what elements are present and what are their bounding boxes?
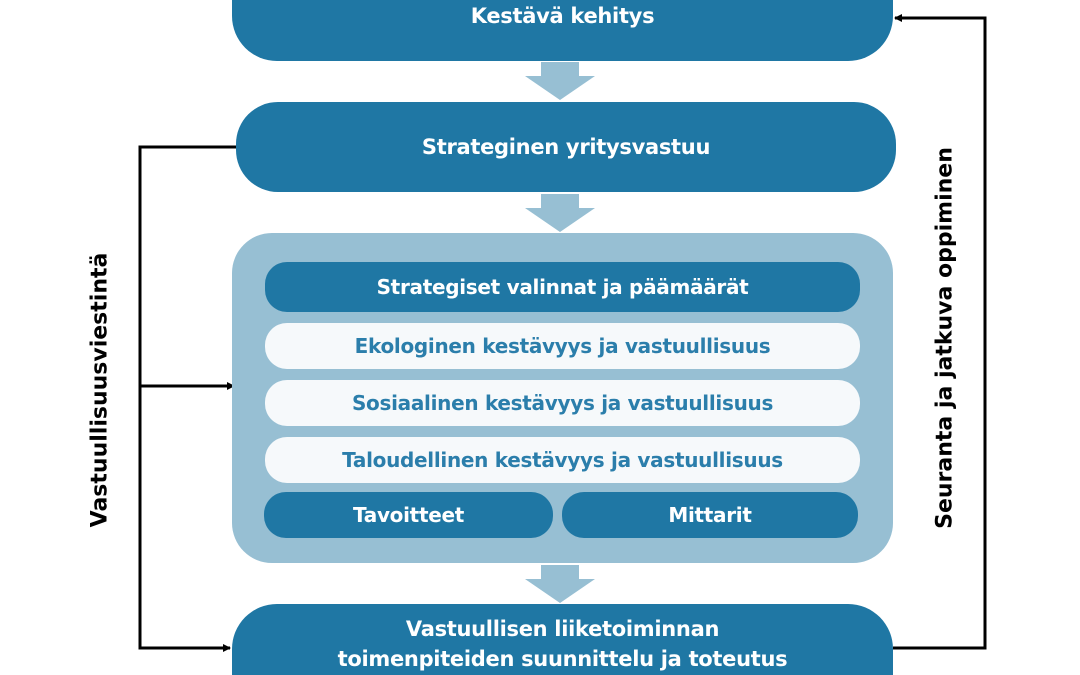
box-implementation <box>232 604 893 675</box>
pill-metrics <box>562 492 858 538</box>
down-arrow-1 <box>525 62 595 100</box>
pill-label: Sosiaalinen kestävyys ja vastuullisuus <box>351 391 774 415</box>
pill-strategic-choices <box>265 262 860 312</box>
right-side-label: Seuranta ja jatkuva oppiminen <box>932 147 958 529</box>
pill-label: Strategiset valinnat ja päämäärät <box>376 275 749 299</box>
box-label-line1: Vastuullisen liiketoiminnan <box>405 617 720 641</box>
down-arrow-2 <box>525 194 595 232</box>
pill-label: Ekologinen kestävyys ja vastuullisuus <box>354 334 771 358</box>
box-strategic-csr <box>236 102 896 192</box>
pill-label: Mittarit <box>668 503 752 527</box>
pill-economic <box>265 437 860 483</box>
box-label: Strateginen yritysvastuu <box>421 135 711 159</box>
box-label: Kestävä kehitys <box>470 4 655 28</box>
left-side-label: Vastuullisuusviestintä <box>87 252 113 528</box>
pill-social <box>265 380 860 426</box>
down-arrow-3 <box>525 565 595 603</box>
box-sustainable-development <box>232 0 893 61</box>
pill-goals <box>264 492 553 538</box>
pill-ecological <box>265 323 860 369</box>
pill-label: Taloudellinen kestävyys ja vastuullisuus <box>342 448 783 472</box>
left-connector-line <box>140 147 237 648</box>
box-label-line2: toimenpiteiden suunnittelu ja toteutus <box>337 647 788 671</box>
pill-label: Tavoitteet <box>352 503 464 527</box>
